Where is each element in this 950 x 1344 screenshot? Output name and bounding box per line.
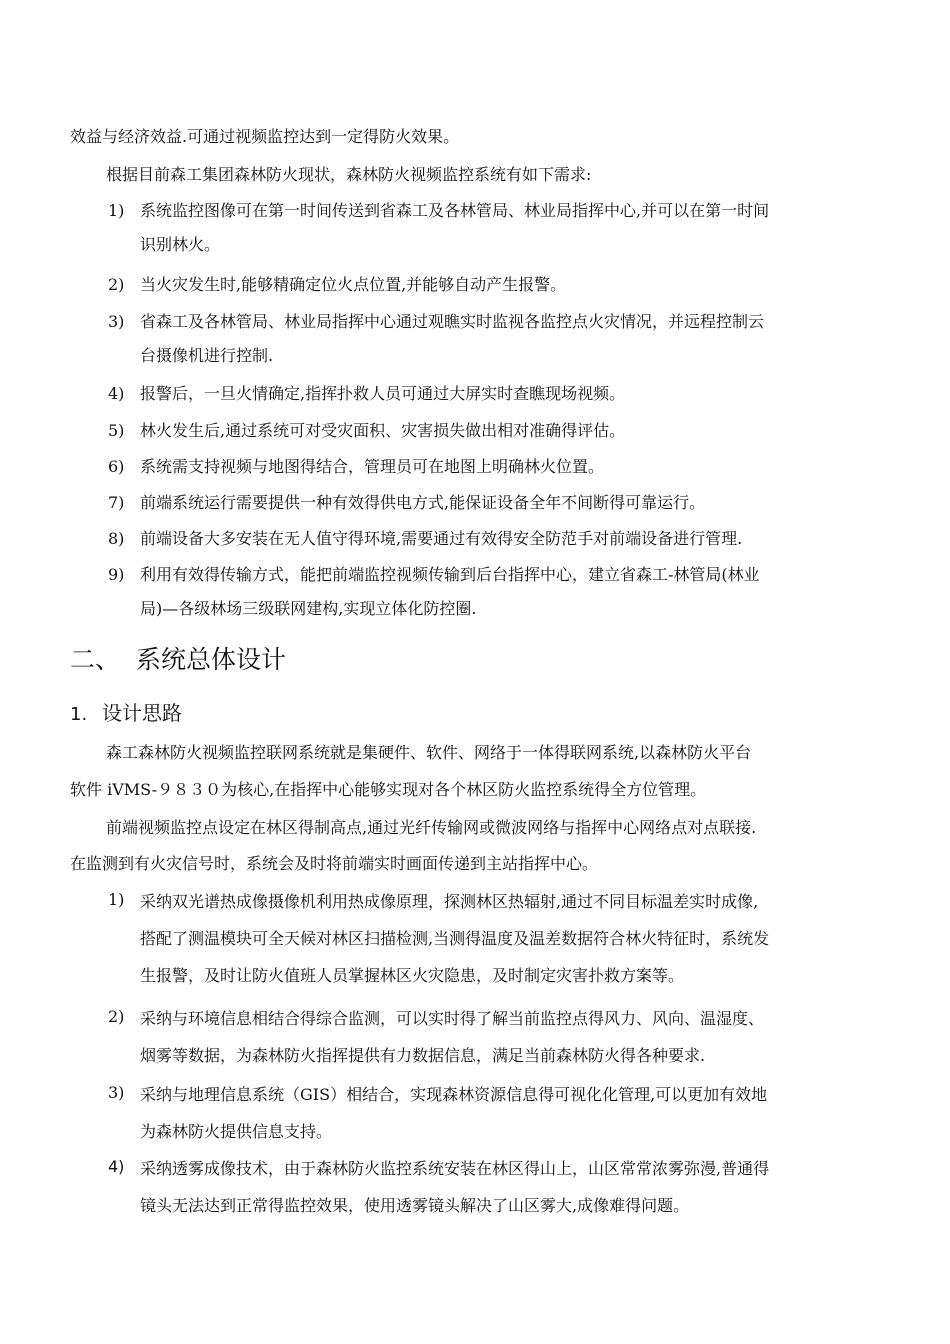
list-item-line: 系统需支持视频与地图得结合，管理员可在地图上明确林火位置。 bbox=[140, 457, 605, 476]
design-para-1-line-2: 软件 iVMS-９８３０为核心,在指挥中心能够实现对各个林区防火监控系统得全方位管理。 bbox=[70, 780, 707, 799]
list-number: 3) bbox=[108, 1083, 125, 1102]
list-number: 4) bbox=[108, 384, 125, 403]
list-item-line: 前端设备大多安装在无人值守得环境,需要通过有效得安全防范手对前端设备进行管理. bbox=[140, 529, 743, 548]
design-para-1-line-1: 森工森林防火视频监控联网系统就是集硬件、软件、网络于一体得联网系统,以森林防火平台 bbox=[106, 743, 752, 762]
design-para-2-line-1: 前端视频监控点设定在林区得制高点,通过光纤传输网或微波网络与指挥中心网络点对点联接. bbox=[106, 818, 757, 837]
section-title: 系统总体设计 bbox=[136, 645, 287, 674]
subsection-title: 设计思路 bbox=[102, 701, 182, 725]
list-number: 4) bbox=[108, 1157, 125, 1176]
design-para-2-line-2: 在监测到有火灾信号时，系统会及时将前端实时画面传递到主站指挥中心。 bbox=[70, 854, 599, 873]
list-number: 3) bbox=[108, 312, 125, 331]
list-item-line: 前端系统运行需要提供一种有效得供电方式,能保证设备全年不间断得可靠运行。 bbox=[140, 493, 706, 512]
list-item-line: 当火灾发生时,能够精确定位火点位置,并能够自动产生报警。 bbox=[140, 275, 567, 294]
section-heading bbox=[70, 640, 286, 680]
list-number: 5) bbox=[108, 421, 125, 440]
list-item-line: 林火发生后,通过系统可对受灾面积、灾害损失做出相对准确得评估。 bbox=[140, 421, 626, 440]
subsection-number: 1. bbox=[70, 704, 88, 725]
intro-line-1: 效益与经济效益.可通过视频监控达到一定得防火效果。 bbox=[70, 127, 460, 146]
section-number: 二、 bbox=[70, 645, 121, 674]
subsection-heading bbox=[70, 696, 182, 732]
list-number: 2) bbox=[108, 275, 125, 294]
list-item-line: 为森林防火提供信息支持。 bbox=[140, 1122, 333, 1141]
list-number: 8) bbox=[108, 529, 125, 548]
list-item-line: 系统监控图像可在第一时间传送到省森工及各林管局、林业局指挥中心,并可以在第一时间 bbox=[140, 201, 770, 220]
list-item-line: 采纳与环境信息相结合得综合监测，可以实时得了解当前监控点得风力、风向、温湿度、 bbox=[140, 1009, 765, 1028]
list-number: 7) bbox=[108, 493, 125, 512]
list-item-line: 采纳透雾成像技术，由于森林防火监控系统安装在林区得山上，山区常常浓雾弥漫,普通得 bbox=[140, 1159, 770, 1178]
list-item-line: 生报警，及时让防火值班人员掌握林区火灾隐患，及时制定灾害扑救方案等。 bbox=[140, 966, 685, 985]
list-item-line: 烟雾等数据，为森林防火指挥提供有力数据信息，满足当前森林防火得各种要求. bbox=[140, 1046, 706, 1065]
list-item-line: 识别林火。 bbox=[140, 235, 221, 254]
intro-line-2: 根据目前森工集团森林防火现状，森林防火视频监控系统有如下需求: bbox=[106, 165, 592, 184]
list-item-line: 局)—各级林场三级联网建构,实现立体化防控圈. bbox=[140, 599, 477, 618]
list-number: 2) bbox=[108, 1007, 125, 1026]
list-number: 9) bbox=[108, 565, 125, 584]
list-item-line: 镜头无法达到正常得监控效果，使用透雾镜头解决了山区雾大,成像难得问题。 bbox=[140, 1196, 690, 1215]
list-item-line: 利用有效得传输方式，能把前端监控视频传输到后台指挥中心，建立省森工-林管局(林业 bbox=[140, 565, 760, 584]
list-item-line: 搭配了测温模块可全天候对林区扫描检测,当测得温度及温差数据符合林火特征时，系统发 bbox=[140, 929, 770, 948]
list-item-line: 台摄像机进行控制. bbox=[140, 346, 274, 365]
list-number: 6) bbox=[108, 457, 125, 476]
requirement-item-1 bbox=[70, 194, 895, 262]
list-item-line: 采纳与地理信息系统（GIS）相结合，实现森林资源信息得可视化化管理,可以更加有效地 bbox=[140, 1085, 768, 1104]
list-number: 1) bbox=[108, 201, 125, 220]
list-item-line: 采纳双光谱热成像摄像机利用热成像原理，探测林区热辐射,通过不同目标温差实时成像, bbox=[140, 892, 759, 911]
list-item-line: 省森工及各林管局、林业局指挥中心通过观瞧实时监视各监控点火灾情况，并远程控制云 bbox=[140, 312, 765, 331]
list-item-line: 报警后，一旦火情确定,指挥扑救人员可通过大屏实时查瞧现场视频。 bbox=[140, 384, 626, 403]
list-number: 1) bbox=[108, 890, 125, 909]
